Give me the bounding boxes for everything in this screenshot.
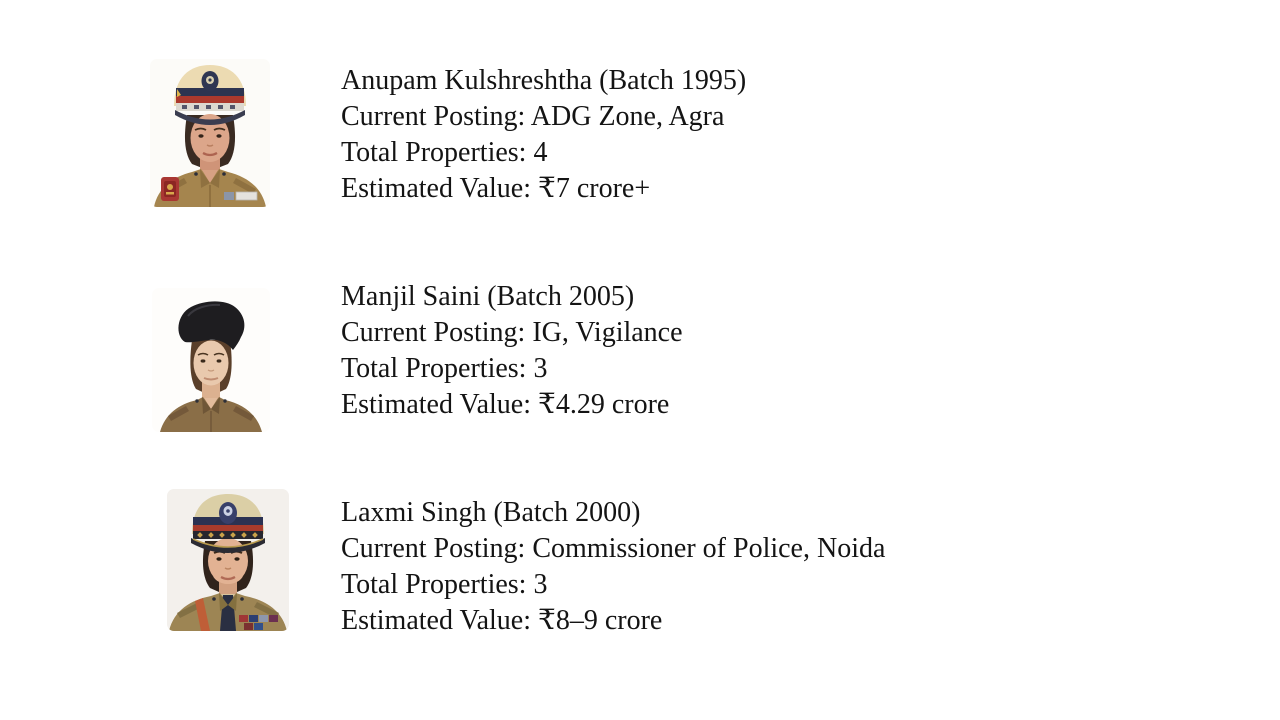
officer-properties: Total Properties: 3 bbox=[341, 353, 548, 384]
officer-name: Anupam Kulshreshtha (Batch 1995) bbox=[341, 65, 747, 96]
officer-details bbox=[341, 495, 1041, 639]
officer-photo-peaked-cap-icon bbox=[150, 59, 270, 207]
officer-posting: Current Posting: IG, Vigilance bbox=[341, 317, 683, 348]
officer-estimated-value: Estimated Value: ₹7 crore+ bbox=[341, 173, 651, 204]
officer-name: Manjil Saini (Batch 2005) bbox=[341, 281, 635, 312]
officer-posting: Current Posting: ADG Zone, Agra bbox=[341, 101, 725, 132]
officer-estimated-value: Estimated Value: ₹8–9 crore bbox=[341, 605, 663, 636]
officer-details bbox=[341, 279, 1041, 423]
officer-details bbox=[341, 63, 1041, 207]
portrait-black-beret-icon bbox=[152, 288, 270, 432]
officer-name: Laxmi Singh (Batch 2000) bbox=[341, 497, 641, 528]
officer-estimated-value: Estimated Value: ₹4.29 crore bbox=[341, 389, 670, 420]
officer-photo-peaked-cap-medals-icon bbox=[167, 489, 289, 631]
officer-posting: Current Posting: Commissioner of Police, Noida bbox=[341, 533, 886, 564]
officer-properties: Total Properties: 3 bbox=[341, 569, 548, 600]
officer-properties: Total Properties: 4 bbox=[341, 137, 548, 168]
portrait-peaked-cap-icon bbox=[150, 59, 270, 207]
officer-photo-beret-icon bbox=[152, 288, 270, 432]
portrait-peaked-cap-medals-icon bbox=[167, 489, 289, 631]
chest-crest-patch bbox=[161, 177, 179, 201]
